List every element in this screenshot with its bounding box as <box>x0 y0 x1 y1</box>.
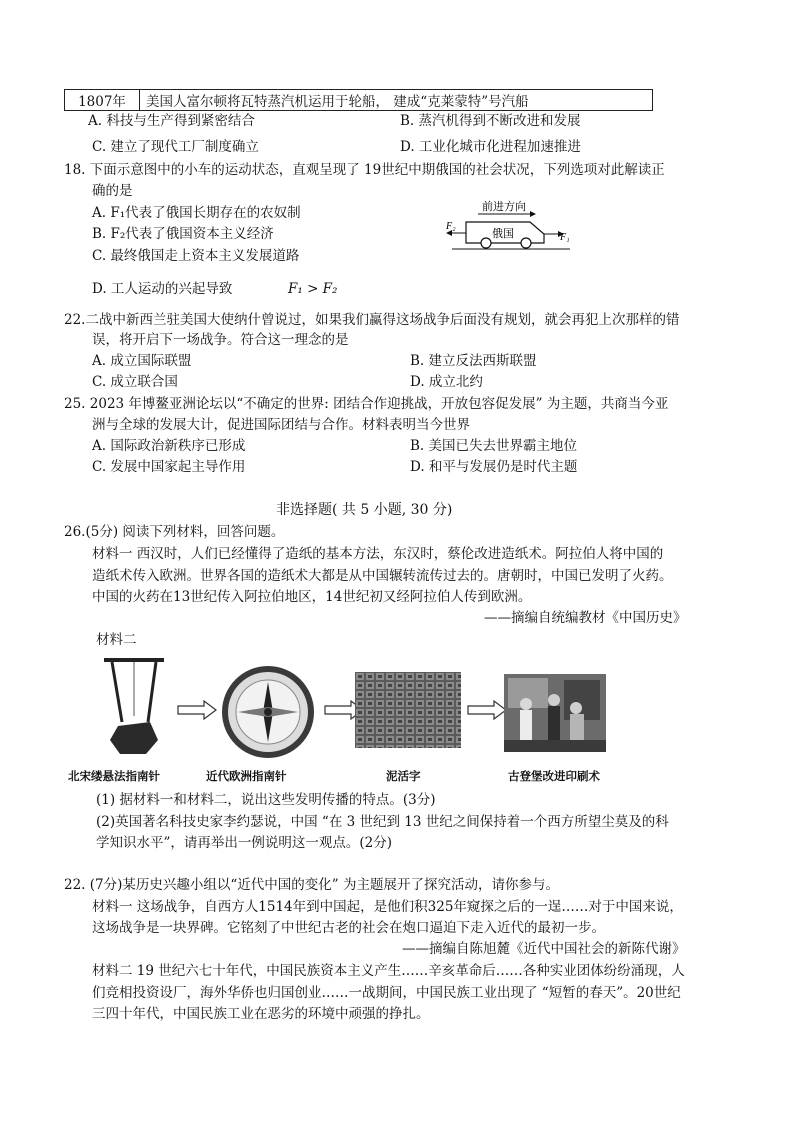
q25-stem-1: 25. 2023 年博鳌亚洲论坛以“不确定的世界: 团结合作迎挑战，开放包容促发展” 为主题，共商当今亚 <box>64 396 669 412</box>
q17-table-year: 1807年 <box>65 90 140 111</box>
q26-material1-line3: 中国的火药在13世纪传入阿拉伯地区，14世纪初又经阿拉伯人传到欧洲。 <box>92 589 532 605</box>
q26-material1-line2: 造纸术传入欧洲。世界各国的造纸术大都是从中国辗转流传过去的。唐朝时，中国已发明了火药。 <box>92 568 673 584</box>
gutenberg-picture <box>504 674 606 752</box>
diagram-f2-label: F₂ <box>446 221 456 232</box>
q25-stem-2: 洲与全球的发展大计，促进国际团结与合作。材料表明当今世界 <box>92 417 470 433</box>
q26-material1-source: ——摘编自统编教材《中国历史》 <box>484 610 687 626</box>
q22b-material1-line2: 这场战争是一块界碑。它铭刻了中世纪古老的社会在炮口逼迫下走入近代的最初一步。 <box>92 920 605 936</box>
car-wheel-rear <box>481 238 491 248</box>
q22a-stem-1: 22.二战中新西兰驻美国大使纳什曾说过，如果我们赢得这场战争后面没有规划，就会再犯上次那样的错 <box>64 312 680 328</box>
arrow-3 <box>466 700 508 720</box>
q18-option-c: C. 最终俄国走上资本主义发展道路 <box>92 248 300 264</box>
q22b-material2-line3: 三四十年代，中国民族工业在恶劣的环境中顽强的挣扎。 <box>92 1006 430 1022</box>
q17-option-b: B. 蒸汽机得到不断改进和发展 <box>400 113 581 129</box>
q22b-material1-source: ——摘编自陈旭麓《近代中国社会的新陈代谢》 <box>402 941 686 957</box>
arrow-1 <box>176 700 218 720</box>
q18-stem-1: 18. 下面示意图中的小车的运动状态，直观呈现了 19世纪中期俄国的社会状况，下列选项对此解读正 <box>64 162 665 178</box>
section-title: 非选择题( 共 5 小题, 30 分) <box>276 502 453 518</box>
european-compass-picture <box>220 664 318 760</box>
q17-table-event: 美国人富尔顿将瓦特蒸汽机运用于轮船， 建成“克莱蒙特”号汽船 <box>140 90 653 111</box>
q18-option-a: A. F₁代表了俄国长期存在的农奴制 <box>92 205 301 221</box>
caption-gutenberg: 古登堡改进印刷术 <box>508 769 600 783</box>
diagram-car-label: 俄国 <box>492 228 514 240</box>
q26-material1-line1: 材料一 西汉时，人们已经懂得了造纸的基本方法，东汉时，蔡伦改进造纸术。阿拉伯人将中国的 <box>92 546 664 562</box>
q18-option-d: D. 工人运动的兴起导致 <box>92 281 233 297</box>
diagram-direction-label: 前进方向 <box>482 201 526 213</box>
caption-song-compass: 北宋缕悬法指南针 <box>68 769 160 783</box>
q22a-option-b: B. 建立反法西斯联盟 <box>410 353 537 369</box>
q22a-option-d: D. 成立北约 <box>410 374 483 390</box>
q25-option-d: D. 和平与发展仍是时代主题 <box>410 459 578 475</box>
q25-option-b: B. 美国已失去世界霸主地位 <box>410 438 578 454</box>
q26-stem: 26.(5分) 阅读下列材料，回答问题。 <box>64 524 285 540</box>
q25-option-c: C. 发展中国家起主导作用 <box>92 459 246 475</box>
diagram-f1-label: F₁ <box>560 232 570 243</box>
q18-option-b: B. F₂代表了俄国资本主义经济 <box>92 226 274 242</box>
q26-sub2-line1: (2)英国著名科技史家李约瑟说，中国 “在 3 世纪到 13 世纪之间保持着一个西方所望尘莫及的科 <box>96 814 669 830</box>
q22b-material1-line1: 材料一 这场战争，自西方人1514年到中国起，是他们积325年窥探之后的一逞……对于中国来说， <box>92 899 683 915</box>
q17-option-a: A. 科技与生产得到紧密结合 <box>88 113 255 129</box>
song-compass-picture <box>98 656 170 758</box>
q17-option-c: C. 建立了现代工厂制度确立 <box>92 139 259 155</box>
q22a-option-c: C. 成立联合国 <box>92 374 178 390</box>
q22b-material2-line2: 们竞相投资设厂，海外华侨也归国创业……一战期间，中国民族工业出现了 “短暂的春天”。20世纪 <box>92 985 681 1001</box>
q18-formula: F₁ > F₂ <box>288 281 338 297</box>
q22a-stem-2: 误，将开启下一场战争。符合这一理念的是 <box>92 332 349 348</box>
q25-option-a: A. 国际政治新秩序已形成 <box>92 438 246 454</box>
q22a-option-a: A. 成立国际联盟 <box>92 353 192 369</box>
q26-sub2-line2: 学知识水平”，请再举出一例说明这一观点。(2分) <box>96 835 393 851</box>
caption-movable-type: 泥活字 <box>386 769 421 783</box>
caption-european-compass: 近代欧洲指南针 <box>206 769 287 783</box>
q17-option-d: D. 工业化城市化进程加速推进 <box>400 139 581 155</box>
q26-material2-label: 材料二 <box>96 632 137 648</box>
q18-stem-2: 确的是 <box>92 183 133 199</box>
movable-type-picture <box>355 672 461 748</box>
q17-table <box>64 89 653 111</box>
direction-arrowhead <box>530 211 536 217</box>
q26-sub1: (1) 据材料一和材料二，说出这些发明传播的特点。(3分) <box>96 792 436 808</box>
q18-force-diagram <box>446 198 576 254</box>
q22b-stem: 22. (7分)某历史兴趣小组以“近代中国的变化” 为主题展开了探究活动，请你参与。 <box>64 877 559 893</box>
car-wheel-front <box>521 238 531 248</box>
q22b-material2-line1: 材料二 19 世纪六七十年代，中国民族资本主义产生……辛亥革命后……各种实业团体纷纷涌现，人 <box>92 963 685 979</box>
